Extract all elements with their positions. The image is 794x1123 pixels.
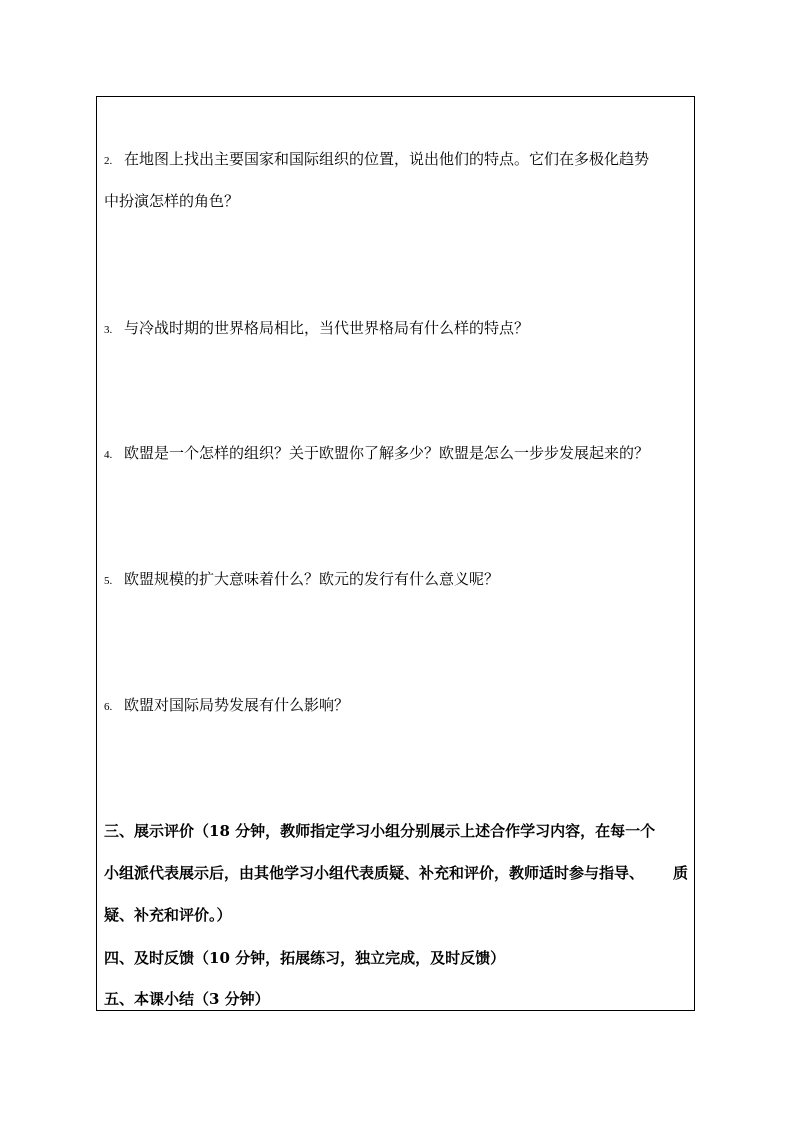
question-2-number: 2. [104,155,113,167]
question-6 [104,695,349,717]
question-5-text: 欧盟规模的扩大意味着什么？欧元的发行有什么意义呢？ [124,570,500,588]
section-3-line2-end: 质 [672,864,688,882]
question-3-number: 3. [104,324,113,336]
section-5: 五、本课小结（3 分钟） [104,990,270,1008]
question-2-line2: 中扮演怎样的角色？ [104,192,240,210]
question-3-text: 与冷战时期的世界格局相比，当代世界格局有什么样的特点？ [124,319,530,337]
section-3-line3: 疑、补充和评价。） [104,906,232,924]
lesson-plan-table-cell [96,96,695,1011]
question-2-line1 [104,149,649,171]
question-4-text: 欧盟是一个怎样的组织？关于欧盟你了解多少？欧盟是怎么一步步发展起来的？ [124,444,650,462]
question-5-number: 5. [104,575,113,587]
section-3-line2-text: 小组派代表展示后，由其他学习小组代表质疑、补充和评价，教师适时参与指导、 [104,864,645,882]
section-3-line2 [104,863,688,883]
question-4 [104,443,649,465]
question-6-number: 6. [104,701,113,713]
question-2-text: 在地图上找出主要国家和国际组织的位置，说出他们的特点。它们在多极化趋势 [124,150,650,168]
question-3 [104,318,529,340]
section-3-line1: 三、展示评价（18 分钟，教师指定学习小组分别展示上述合作学习内容，在每一个 [104,822,656,840]
question-5 [104,569,499,591]
question-6-text: 欧盟对国际局势发展有什么影响？ [124,696,350,714]
section-4: 四、及时反馈（10 分钟，拓展练习，独立完成，及时反馈） [104,949,506,967]
question-4-number: 4. [104,449,113,461]
